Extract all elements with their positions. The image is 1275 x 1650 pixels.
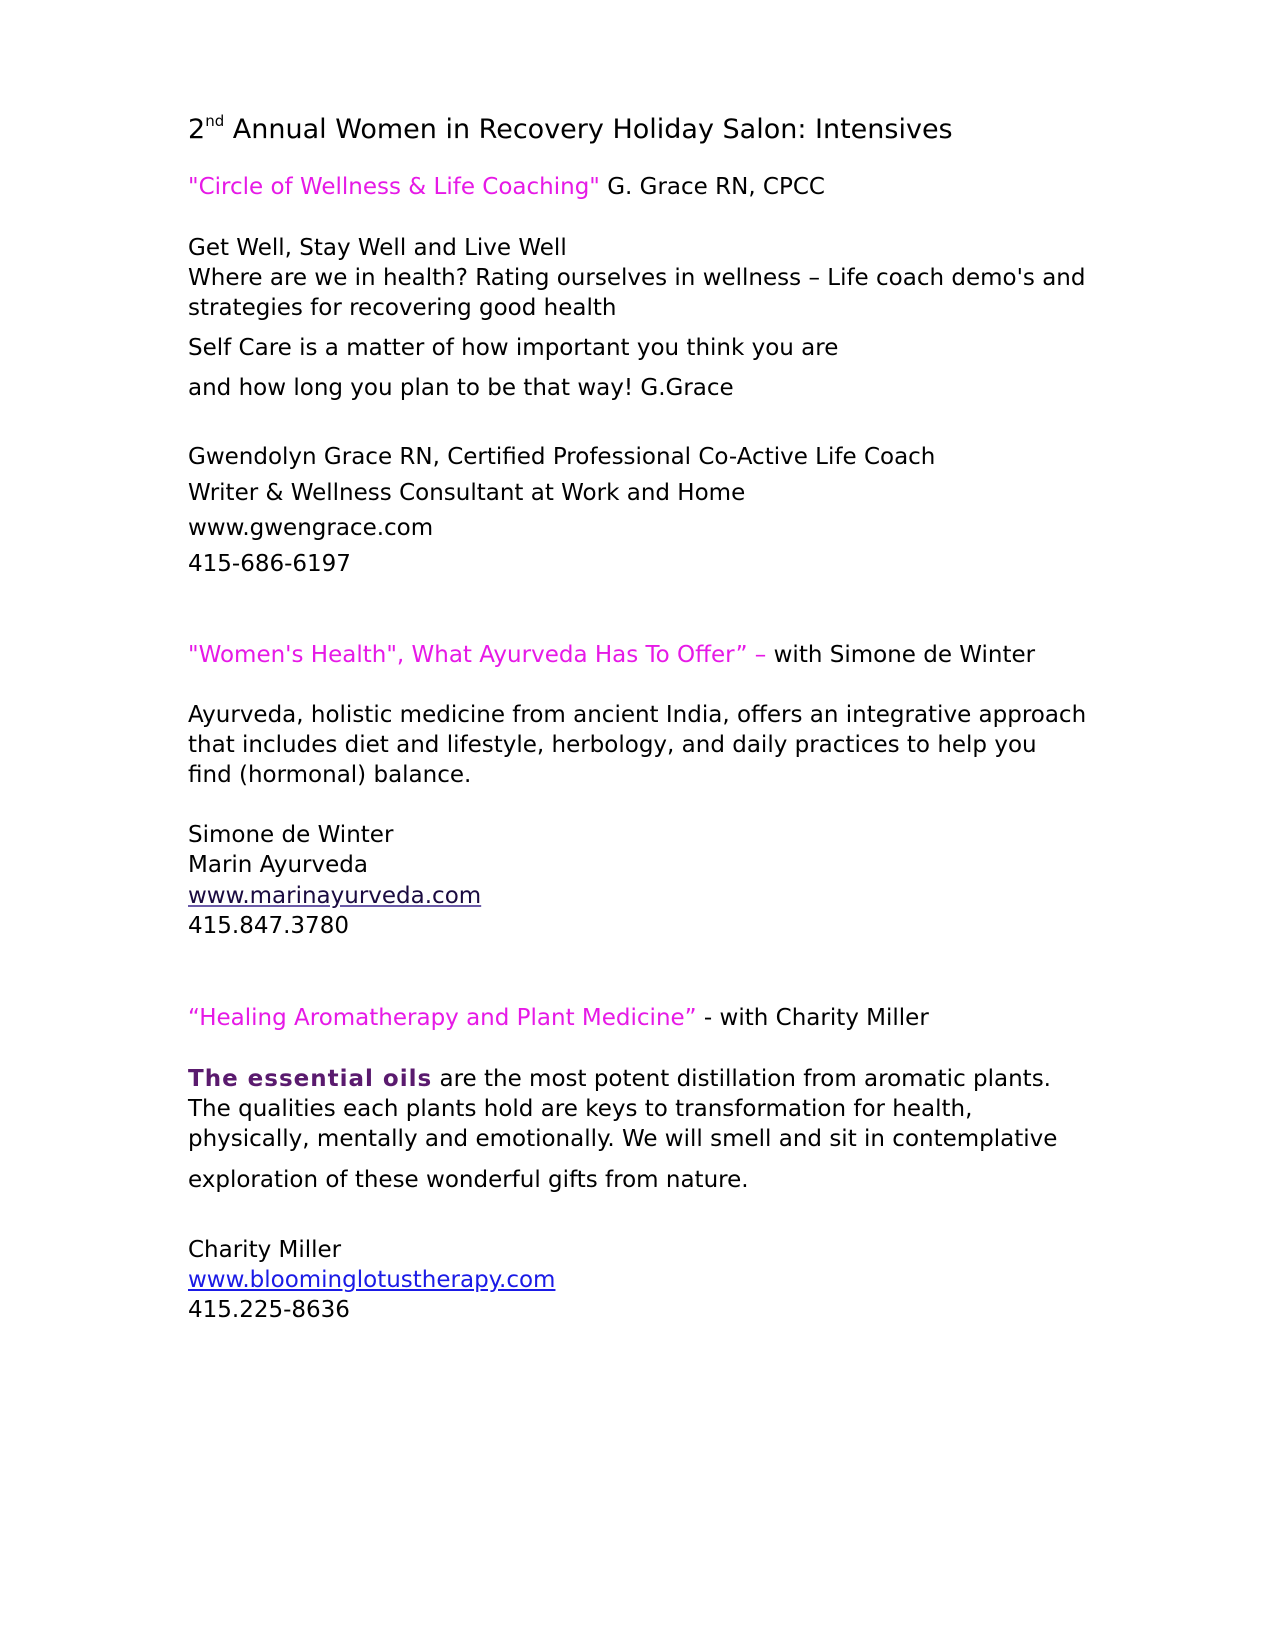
title-superscript: nd (205, 112, 225, 130)
session3-description-line: The qualities each plants hold are keys to transformation for health, (188, 1096, 973, 1122)
session2-website-link[interactable]: www.marinayurveda.com (188, 883, 482, 909)
session3-description-line: physically, mentally and emotionally. We will smell and sit in contemplative (188, 1126, 1058, 1152)
session3-website-link[interactable]: www.bloominglotustherapy.com (188, 1267, 556, 1293)
session3-description-first: are the most potent distillation from aromatic plants. (432, 1066, 1051, 1092)
session2-contact-phone: 415.847.3780 (188, 913, 349, 939)
session2-presenter: with Simone de Winter (766, 642, 1036, 668)
session2-description-line: that includes diet and lifestyle, herbology, and daily practices to help you (188, 732, 1037, 758)
session3-description-line: exploration of these wonderful gifts from nature. (188, 1167, 749, 1193)
session1-title: "Circle of Wellness & Life Coaching" (188, 174, 600, 200)
session1-description-line: and how long you plan to be that way! G.Grace (188, 375, 734, 401)
session3-presenter: - with Charity Miller (696, 1005, 929, 1031)
session1-presenter: G. Grace RN, CPCC (599, 174, 825, 200)
session2-description-line: find (hormonal) balance. (188, 762, 472, 788)
session1-contact-name: Gwendolyn Grace RN, Certified Professional Co-Active Life Coach (188, 444, 936, 470)
session3-title: “Healing Aromatherapy and Plant Medicine” (188, 1005, 697, 1031)
session2-heading (188, 644, 1035, 667)
session3-contact-name: Charity Miller (188, 1237, 342, 1263)
session2-contact-name: Simone de Winter (188, 822, 394, 848)
session1-heading (188, 176, 825, 199)
session2-title: "Women's Health", What Ayurveda Has To Offer” – (188, 642, 767, 668)
session1-contact-role: Writer & Wellness Consultant at Work and Home (188, 480, 746, 506)
session3-description-line (188, 1068, 1051, 1091)
session1-description-line: Where are we in health? Rating ourselves in wellness – Life coach demo's and (188, 265, 1086, 291)
session1-description-line: Get Well, Stay Well and Live Well (188, 235, 567, 261)
session2-contact-organization: Marin Ayurveda (188, 852, 368, 878)
session1-description-line: Self Care is a matter of how important you think you are (188, 335, 839, 361)
session3-heading (188, 1007, 929, 1030)
session3-emphasis: The essential oils (188, 1066, 433, 1092)
session3-contact-phone: 415.225-8636 (188, 1297, 350, 1323)
session1-contact-website: www.gwengrace.com (188, 515, 434, 541)
title-number: 2 (188, 114, 206, 145)
session1-contact-phone: 415-686-6197 (188, 551, 351, 577)
page-title (188, 112, 953, 145)
session2-description-line: Ayurveda, holistic medicine from ancient India, offers an integrative approach (188, 702, 1087, 728)
title-text: Annual Women in Recovery Holiday Salon: Intensives (224, 114, 953, 145)
session1-description-line: strategies for recovering good health (188, 295, 617, 321)
